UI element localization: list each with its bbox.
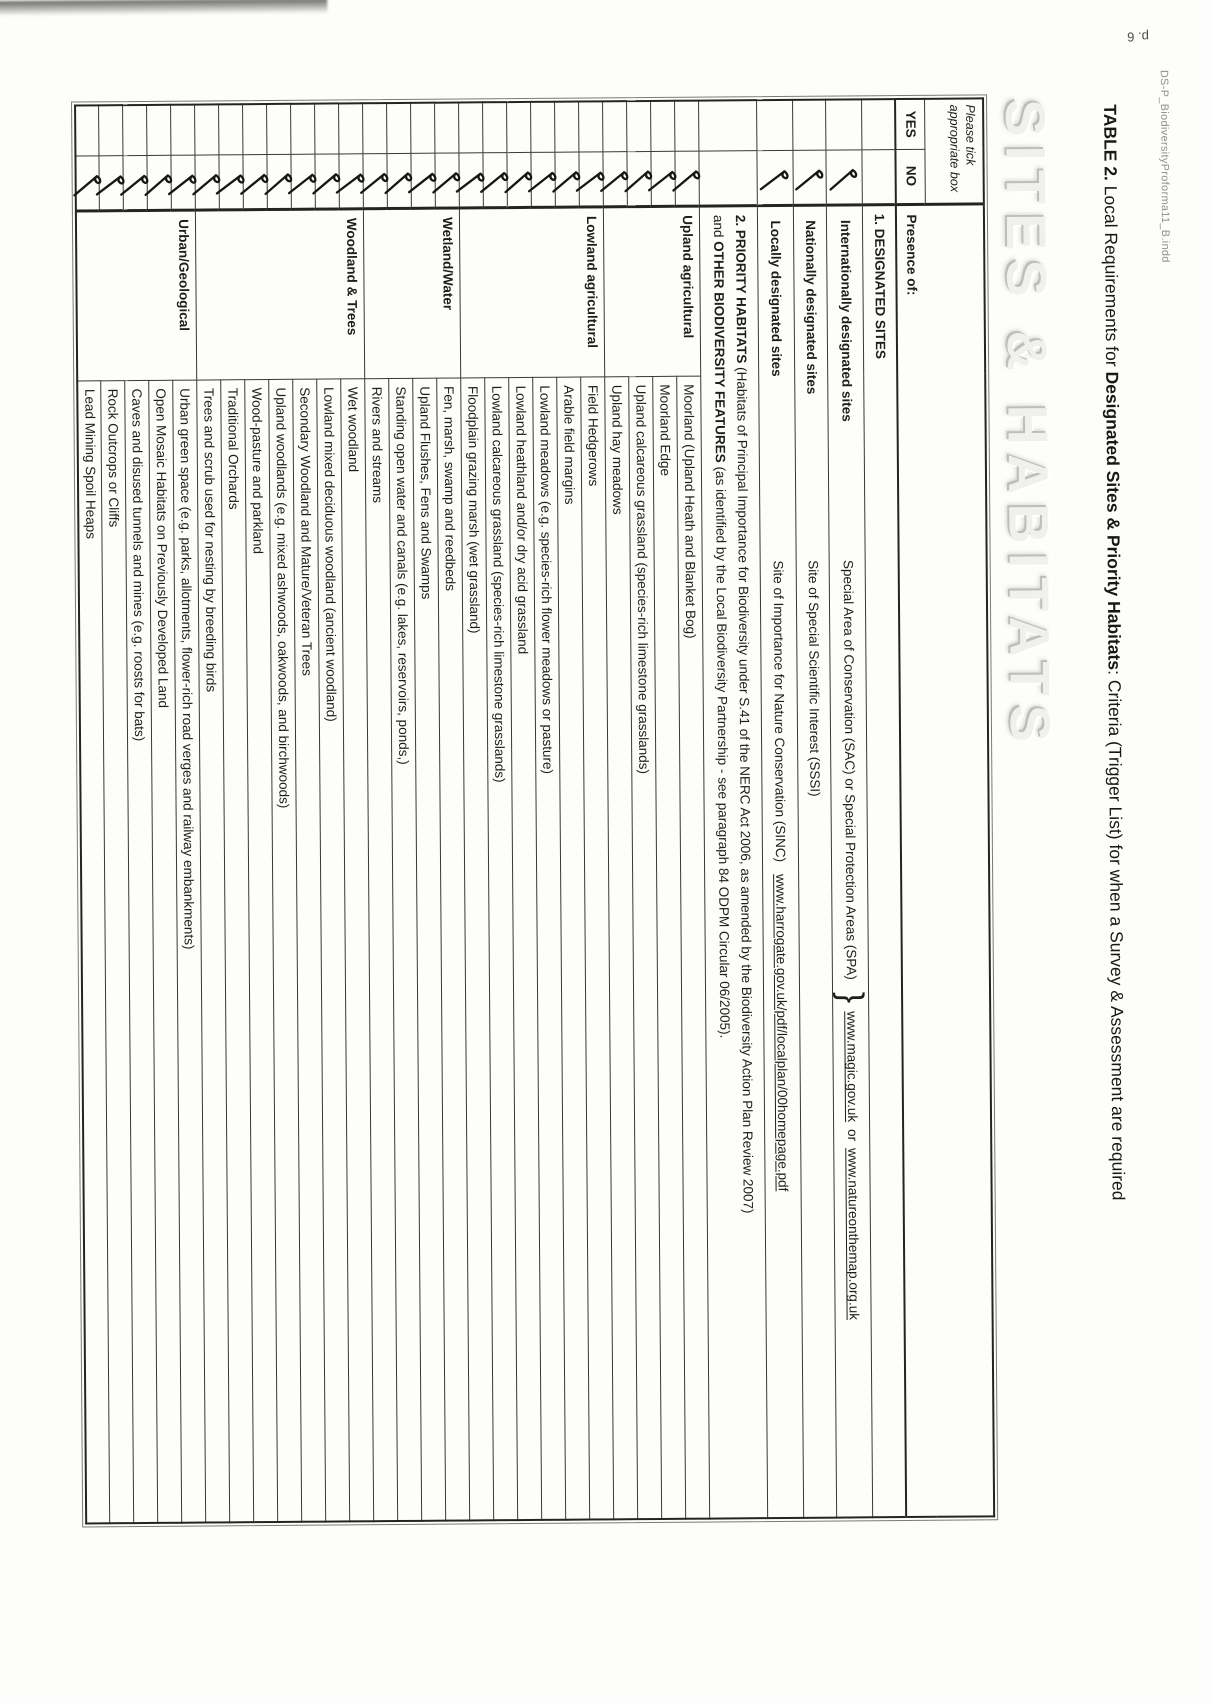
- section2-heading-line2: and OTHER BIODIVERSITY FEATURES (as identified by the Local Biodiversity Partnership - see paragraph 84 ODPM Circular 06/2005).: [711, 214, 733, 1039]
- no-tick-cell: [267, 154, 291, 209]
- sites-habitats-watermark: SITES & HABITATS: [994, 98, 1063, 752]
- no-tick-cell: [219, 154, 243, 209]
- no-tick-cell: [315, 153, 339, 208]
- yes-tick-cell: [219, 104, 243, 154]
- habitat-group-label: Wetland/Water: [364, 208, 461, 379]
- no-tick-cell: [483, 152, 507, 207]
- no-tick-cell: [363, 153, 387, 208]
- habitat-cell: Standing open water and canals (e.g. lakes, reservoirs, ponds,): [389, 378, 422, 1521]
- site-type-label: Nationally designated sites: [802, 220, 820, 395]
- no-tick-cell: [651, 151, 675, 206]
- yes-tick-cell: [675, 101, 699, 151]
- page-number: p. 6: [1127, 29, 1149, 45]
- trigger-list-table: [74, 97, 995, 1524]
- yes-tick-cell: [99, 105, 123, 155]
- page-title: [1099, 104, 1129, 1200]
- habitat-cell: Traditional Orchards: [221, 379, 254, 1522]
- designated-site-content: [768, 212, 793, 1511]
- no-tick-cell: [339, 153, 363, 208]
- habitat-cell: Arable field margins: [557, 377, 590, 1520]
- habitat-group-label: Lowland agricultural: [460, 206, 605, 377]
- no-tick-cell: [757, 150, 793, 205]
- no-tick-cell: [411, 153, 435, 208]
- yes-tick-cell: [555, 102, 579, 152]
- scan-edge-artifact: [0, 0, 327, 16]
- title-table-label: TABLE 2.: [1100, 104, 1121, 181]
- website-link: www.magic.gov.uk: [843, 1011, 860, 1123]
- no-tick-cell: [195, 154, 219, 209]
- habitat-cell: Wood-pasture and parkland: [245, 379, 278, 1522]
- yes-tick-cell: [387, 103, 411, 153]
- section1-heading: 1. DESIGNATED SITES: [863, 204, 906, 1517]
- habitat-cell: Urban green space (e.g. parks, allotments, flower-rich road verges and railway embankments): [173, 380, 206, 1523]
- table-body: [75, 98, 994, 1523]
- habitat-cell: Moorland (Upland Heath and Blanket Bog): [677, 376, 710, 1519]
- yes-tick-cell: [435, 102, 459, 152]
- yes-tick-cell: [171, 105, 195, 155]
- no-tick-cell: [123, 155, 147, 210]
- title-suffix: : Criteria (Trigger List) for when a Survey & Assessment are required: [1104, 670, 1129, 1201]
- no-cell: [862, 149, 895, 204]
- yes-tick-cell: [793, 100, 826, 150]
- yes-tick-cell: [315, 103, 339, 153]
- no-tick-cell: [579, 151, 603, 206]
- no-tick-cell: [507, 152, 531, 207]
- no-tick-cell: [147, 155, 171, 210]
- yes-tick-cell: [195, 104, 219, 154]
- habitat-cell: Upland woodlands (e.g. mixed ashwoods, oakwoods, and birchwoods): [269, 379, 302, 1522]
- habitat-cell: Caves and disused tunnels and mines (e.g. roosts for bats): [125, 380, 158, 1523]
- yes-cell: [862, 99, 895, 149]
- yes-column-header: YES: [895, 99, 925, 149]
- habitat-cell: Lowland meadows (e.g. species-rich flower meadows or pasture): [533, 377, 566, 1520]
- tick-mark-icon: [758, 165, 791, 196]
- habitat-cell: Moorland Edge: [653, 376, 686, 1519]
- site-detail: Site of Importance for Nature Conservation (SINC): [771, 560, 789, 863]
- website-link: www.natureonthemap.org.uk: [844, 1148, 862, 1320]
- yes-tick-cell: [651, 101, 675, 151]
- habitat-group-label: Upland agricultural: [604, 206, 701, 377]
- no-tick-cell: [603, 151, 627, 206]
- no-tick-cell: [435, 152, 459, 207]
- no-tick-cell: [99, 155, 123, 210]
- yes-tick-cell: [243, 104, 267, 154]
- habitat-cell: Wet woodland: [341, 378, 374, 1521]
- yes-tick-cell: [411, 103, 435, 153]
- yes-tick-cell: [363, 103, 387, 153]
- yes-tick-cell: [757, 100, 793, 150]
- no-tick-cell: [826, 149, 862, 204]
- section2-heading: [700, 205, 768, 1518]
- link-separator: or: [844, 1129, 860, 1142]
- yes-tick-cell: [459, 102, 483, 152]
- site-detail: Special Area of Conservation (SAC) or Special Protection Areas (SPA): [840, 559, 859, 980]
- tick-mark-icon: [70, 170, 103, 201]
- section2-heading-line1: 2. PRIORITY HABITATS (Habitats of Principal Importance for Biodiversity under S.41 of the NERC Act 2006, as amended by the Biodiversity Action Plan Review 2007): [733, 214, 757, 1214]
- site-type-label: Internationally designated sites: [837, 219, 855, 422]
- yes-tick-cell: [267, 104, 291, 154]
- yes-tick-cell: [579, 101, 603, 151]
- yes-tick-cell: [627, 101, 651, 151]
- habitat-cell: Secondary Woodland and Mature/Veteran Trees: [293, 379, 326, 1522]
- habitat-cell: Upland hay meadows: [605, 376, 638, 1519]
- yes-tick-cell: [826, 99, 862, 149]
- no-tick-cell: [291, 154, 315, 209]
- habitat-cell: Lowland calcareous grassland (species-rich limestone grasslands): [485, 377, 518, 1520]
- site-detail: Site of Special Scientific Interest (SSSI): [805, 560, 823, 797]
- title-subject: Designated Sites & Priority Habitats: [1102, 371, 1125, 671]
- habitat-cell: Upland Flushes, Fens and Swamps: [413, 378, 446, 1521]
- yes-tick-cell: [339, 103, 363, 153]
- habitat-cell: Field Hedgerows: [581, 376, 614, 1519]
- habitat-cell: Lead Mining Spoil Heaps: [77, 380, 110, 1523]
- site-type-label: Locally designated sites: [768, 220, 785, 377]
- no-tick-cell: [675, 151, 699, 206]
- yes-tick-cell: [603, 101, 627, 151]
- habitat-cell: Lowland mixed deciduous woodland (ancient woodland): [317, 378, 350, 1521]
- brace-glyph: }: [832, 991, 871, 1004]
- yes-tick-cell: [147, 105, 171, 155]
- no-tick-cell: [387, 153, 411, 208]
- habitat-cell: Open Mosaic Habitats on Previously Developed Land: [149, 380, 182, 1523]
- habitat-cell: Upland calcareous grassland (species-rich limestone grasslands): [629, 376, 662, 1519]
- habitat-cell: Floodplain grazing marsh (wet grassland): [461, 377, 494, 1520]
- designated-site-content: [803, 212, 828, 1511]
- no-tick-cell: [171, 155, 195, 210]
- yes-tick-cell: [291, 104, 315, 154]
- presence-of-header: Presence of:: [896, 203, 994, 1517]
- yes-tick-cell: [123, 105, 147, 155]
- habitat-cell: Rock Outcrops or Cliffs: [101, 380, 134, 1523]
- tick-note-row: [925, 98, 994, 1516]
- no-column-header: NO: [895, 149, 925, 204]
- title-mid: Local Requirements for: [1100, 180, 1123, 372]
- habitat-group-label: Urban/Geological: [76, 210, 197, 381]
- yes-tick-cell: [507, 102, 531, 152]
- no-tick-cell: [243, 154, 267, 209]
- yes-tick-cell: [75, 105, 99, 155]
- section2-heading-row: [699, 100, 768, 1518]
- file-reference: DS-P_BiodiversityProforma11_B.indd: [1157, 69, 1172, 263]
- no-tick-cell: [555, 152, 579, 207]
- no-tick-cell: [459, 152, 483, 207]
- no-tick-cell: [627, 151, 651, 206]
- habitat-cell: Trees and scrub used for nesting by breeding birds: [197, 379, 230, 1522]
- habitat-cell: Rivers and streams: [365, 378, 398, 1521]
- tick-mark-icon: [793, 165, 825, 195]
- no-tick-cell: [793, 150, 826, 205]
- no-cell: [699, 150, 757, 205]
- designated-site-content: [832, 212, 871, 1511]
- no-tick-cell: [531, 152, 555, 207]
- no-tick-cell: [75, 155, 99, 210]
- yes-cell: [699, 100, 757, 150]
- habitat-group-label: Woodland & Trees: [196, 208, 365, 379]
- habitat-cell: Lowland heathland and/or dry acid grassland: [509, 377, 542, 1520]
- tick-mark-icon: [827, 164, 860, 195]
- yes-tick-cell: [483, 102, 507, 152]
- yes-tick-cell: [531, 102, 555, 152]
- habitat-cell: Fen, marsh, swamp and reedbeds: [437, 377, 470, 1520]
- website-link: www.harrogate.gov.uk/pdf/localplan/00homepage.pdf: [773, 874, 792, 1192]
- tick-instruction: Please tick appropriate box: [925, 98, 984, 203]
